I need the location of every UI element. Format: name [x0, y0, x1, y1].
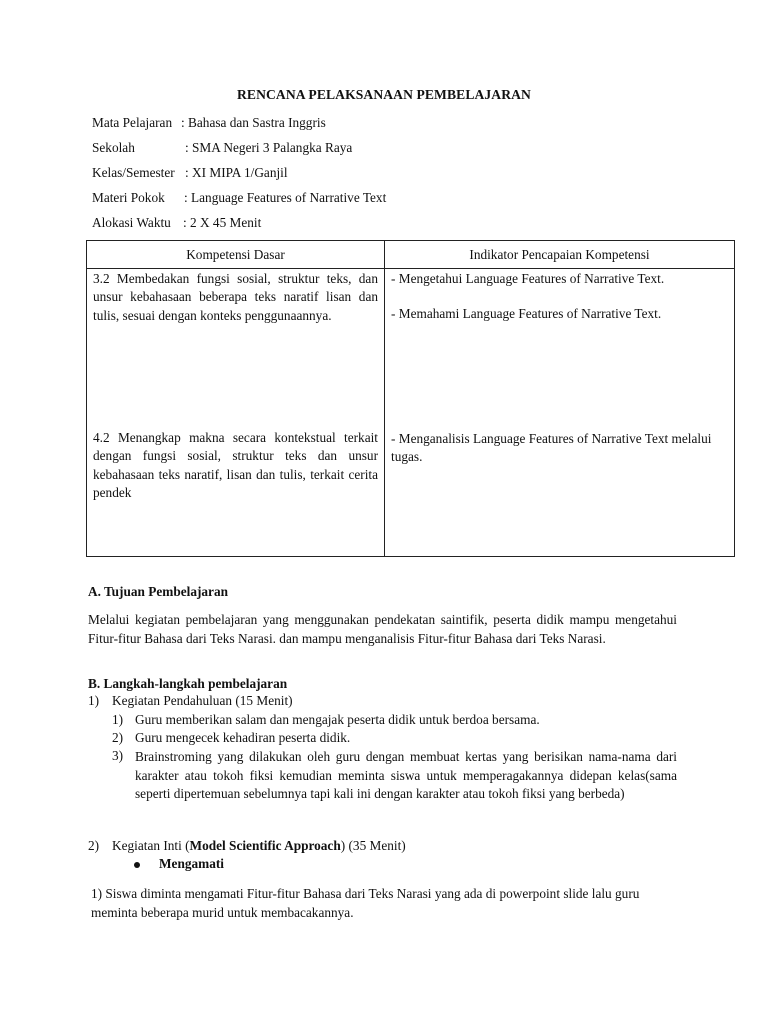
meta-value: : Bahasa dan Sastra Inggris: [181, 115, 326, 130]
meta-label: Mata Pelajaran: [92, 115, 173, 130]
step1-item-number: 1): [112, 712, 124, 727]
meta-value: : SMA Negeri 3 Palangka Raya: [185, 140, 353, 155]
step2-bullet: Mengamati: [159, 856, 224, 871]
meta-label: Kelas/Semester: [92, 165, 175, 180]
step1-item: Guru mengecek kehadiran peserta didik.: [135, 730, 351, 745]
meta-value: : XI MIPA 1/Ganjil: [185, 165, 288, 180]
header-indikator: Indikator Pencapaian Kompetensi: [385, 241, 735, 269]
section-a-body: Melalui kegiatan pembelajaran yang menggunakan pendekatan saintifik, peserta didik mampu mengetahui Fitur-fitur Bahasa dari Teks Narasi. dan mampu menganalisis Fitur-fitur Bahasa dari Teks Narasi.: [88, 612, 677, 646]
bullet-dot-icon: [134, 862, 140, 868]
kd-4-2: 4.2 Menangkap makna secara kontekstual terkait dengan fungsi sosial, struktur teks dan unsur kebahasaan teks naratif, lisan dan tulis, terkait cerita pendek: [93, 430, 378, 500]
meta-label: Materi Pokok: [92, 190, 165, 205]
page-title: RENCANA PELAKSANAAN PEMBELAJARAN: [237, 87, 531, 102]
step1-item: Guru memberikan salam dan mengajak peserta didik untuk berdoa bersama.: [135, 712, 540, 727]
section-b-heading: B. Langkah-langkah pembelajaran: [88, 676, 288, 691]
meta-value: : 2 X 45 Menit: [183, 215, 262, 230]
step1-title: Kegiatan Pendahuluan (15 Menit): [112, 693, 293, 708]
section-a-heading: A. Tujuan Pembelajaran: [88, 584, 229, 599]
header-kompetensi-dasar: Kompetensi Dasar: [87, 241, 385, 269]
kd-cell: [87, 269, 385, 557]
indikator-cell: [385, 269, 735, 557]
meta-label: Alokasi Waktu: [92, 215, 171, 230]
step1-item: Brainstroming yang dilakukan oleh guru dengan membuat kertas yang berisikan nama-nama dari karakter atau tokoh fiksi kemudian meminta siswa untuk memperagakannya didepan kelas(sama seperti dipertemuan sebelumnya tapi kali ini dengan karakter atau tokoh fiksi yang berbeda): [135, 749, 677, 801]
meta-label: Sekolah: [92, 140, 135, 155]
step1-number: 1): [88, 693, 100, 708]
step1-item-number: 3): [112, 748, 124, 763]
step1-item-number: 2): [112, 730, 124, 745]
meta-value: : Language Features of Narrative Text: [184, 190, 387, 205]
step2-paragraph: 1) Siswa diminta mengamati Fitur-fitur Bahasa dari Teks Narasi yang ada di powerpoint slide lalu guru meminta beberapa murid untuk membacakannya.: [91, 886, 640, 920]
indikator-2: - Memahami Language Features of Narrative Text.: [391, 306, 662, 321]
step2-title: Kegiatan Inti (Model Scientific Approach) (35 Menit): [112, 838, 406, 853]
kd-3-2: 3.2 Membedakan fungsi sosial, struktur teks, dan unsur kebahasaan beberapa teks naratif lisan dan tulis, sesuai dengan konteks penggunaannya.: [93, 271, 378, 323]
indikator-1: - Mengetahui Language Features of Narrative Text.: [391, 271, 665, 286]
indikator-3: - Menganalisis Language Features of Narrative Text melalui tugas.: [391, 431, 712, 465]
step2-number: 2): [88, 838, 100, 853]
step2-model-name: Model Scientific Approach: [189, 838, 341, 853]
competency-table: [86, 240, 735, 557]
